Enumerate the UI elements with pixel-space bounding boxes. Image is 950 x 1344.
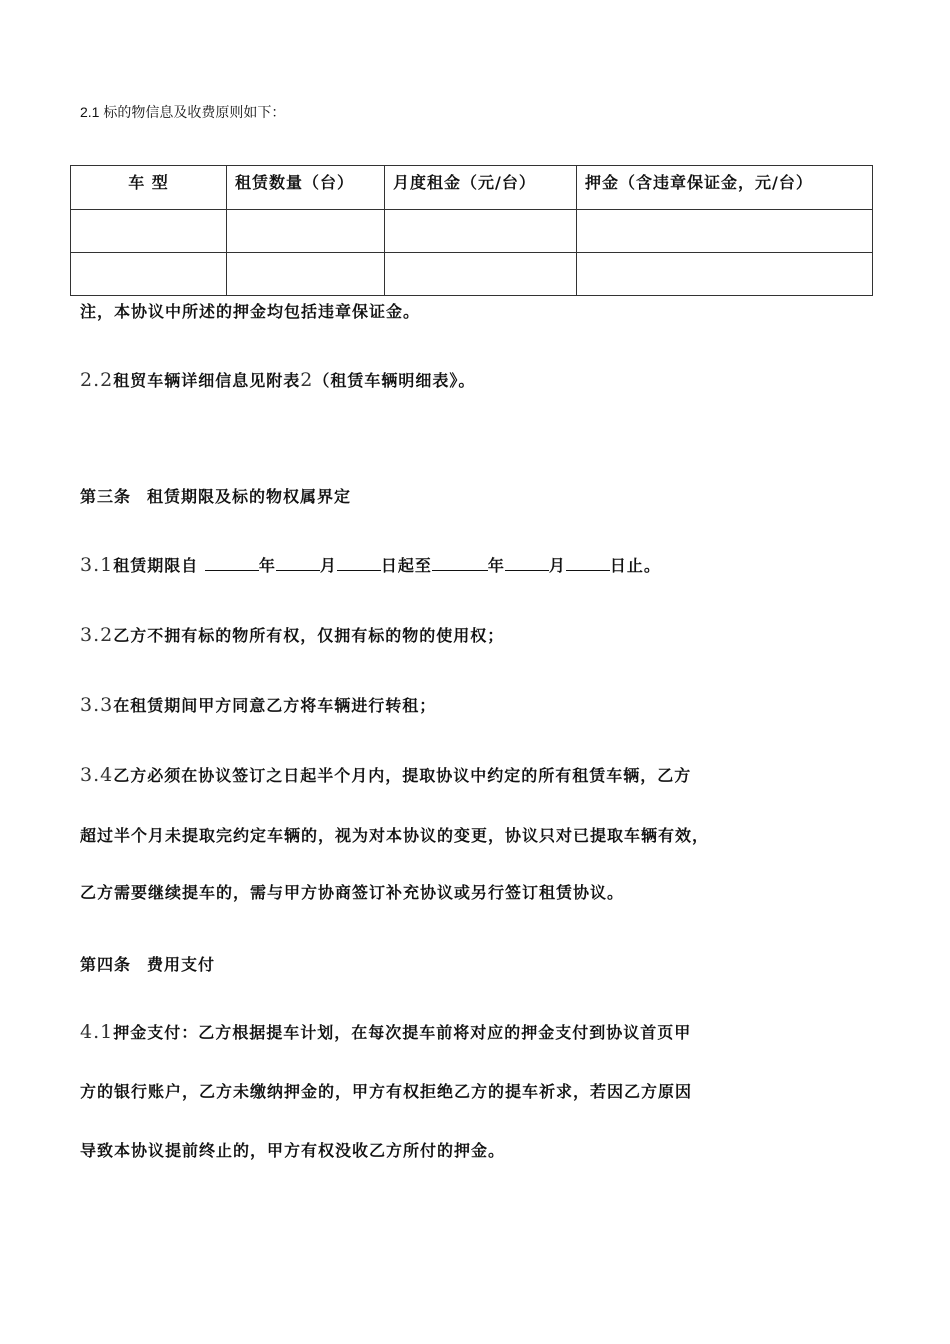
- table-header-row: [71, 166, 873, 210]
- clause-text: 押金支付：乙方根据提车计划，在每次提车前将对应的押金支付到协议首页甲: [113, 1023, 692, 1042]
- clause-number: 2.2: [80, 369, 114, 391]
- clause-number: 4.1: [80, 1021, 114, 1043]
- start-year-blank[interactable]: [205, 554, 259, 571]
- table-cell: [227, 253, 385, 296]
- clause-text: 在租赁期间甲方同意乙方将车辆进行转租；: [113, 696, 437, 715]
- clause-text-continued: （租赁车辆明细表》。: [313, 371, 476, 390]
- article-title: 租赁期限及标的物权属界定: [147, 487, 352, 506]
- table-cell: [385, 253, 577, 296]
- month-label: 月: [548, 556, 566, 575]
- clause-3-4-line-2: 超过半个月未提取完约定车辆的，视为对本协议的变更，协议只对已提取车辆有效，: [80, 826, 710, 845]
- clause-4-1-line-1: [80, 1020, 691, 1043]
- day-end-label: 日止。: [609, 556, 661, 575]
- appendix-number: 2: [300, 369, 314, 391]
- table-cell: [385, 210, 577, 253]
- clause-3-1: [80, 553, 661, 576]
- clause-prefix: 租赁期限自: [113, 556, 199, 575]
- vehicle-fee-table: [70, 165, 873, 296]
- table-cell: [71, 253, 227, 296]
- section-2-1-intro: 2.1 标的物信息及收费原则如下：: [80, 104, 286, 120]
- deposit-note: 注，本协议中所述的押金均包括违章保证金。: [80, 302, 421, 321]
- end-day-blank[interactable]: [566, 554, 610, 571]
- table-row: [71, 253, 873, 296]
- clause-4-1-line-3: 导致本协议提前终止的，甲方有权没收乙方所付的押金。: [80, 1141, 506, 1160]
- table-cell: [577, 253, 873, 296]
- clause-number: 3.2: [80, 624, 114, 646]
- start-day-blank[interactable]: [337, 554, 381, 571]
- clause-text: 乙方不拥有标的物所有权，仅拥有标的物的使用权；: [113, 626, 505, 645]
- table-cell: [577, 210, 873, 253]
- start-month-blank[interactable]: [276, 554, 320, 571]
- clause-text: 乙方必须在协议签订之日起半个月内，提取协议中约定的所有租赁车辆，乙方: [113, 766, 692, 785]
- month-label: 月: [319, 556, 337, 575]
- year-label: 年: [487, 556, 505, 575]
- header-monthly-rent: 月度租金（元/台）: [385, 166, 577, 210]
- clause-number: 3.1: [80, 554, 114, 576]
- clause-2-2: [80, 368, 475, 391]
- table-cell: [71, 210, 227, 253]
- header-lease-quantity: 租赁数量（台）: [227, 166, 385, 210]
- end-year-blank[interactable]: [432, 554, 488, 571]
- article-4-heading: [80, 952, 215, 975]
- clause-3-3: [80, 693, 436, 716]
- clause-3-4-line-3: 乙方需要继续提车的，需与甲方协商签订补充协议或另行签订租赁协议。: [80, 883, 625, 902]
- clause-3-2: [80, 623, 504, 646]
- article-3-heading: [80, 484, 351, 507]
- day-label: 日起至: [380, 556, 432, 575]
- article-title: 费用支付: [147, 955, 216, 974]
- end-month-blank[interactable]: [505, 554, 549, 571]
- clause-text: 租贸车辆详细信息见附表: [113, 371, 301, 390]
- clause-number: 3.3: [80, 694, 114, 716]
- clause-3-4-line-1: [80, 763, 691, 786]
- header-vehicle-type: 车 型: [71, 166, 227, 210]
- article-label: 第四条: [80, 955, 132, 974]
- clause-4-1-line-2: 方的银行账户，乙方未缴纳押金的，甲方有权拒绝乙方的提车祈求，若因乙方原因: [80, 1082, 693, 1101]
- clause-number: 3.4: [80, 764, 114, 786]
- year-label: 年: [258, 556, 276, 575]
- article-label: 第三条: [80, 487, 132, 506]
- header-deposit: 押金（含违章保证金，元/台）: [577, 166, 873, 210]
- table-cell: [227, 210, 385, 253]
- table-row: [71, 210, 873, 253]
